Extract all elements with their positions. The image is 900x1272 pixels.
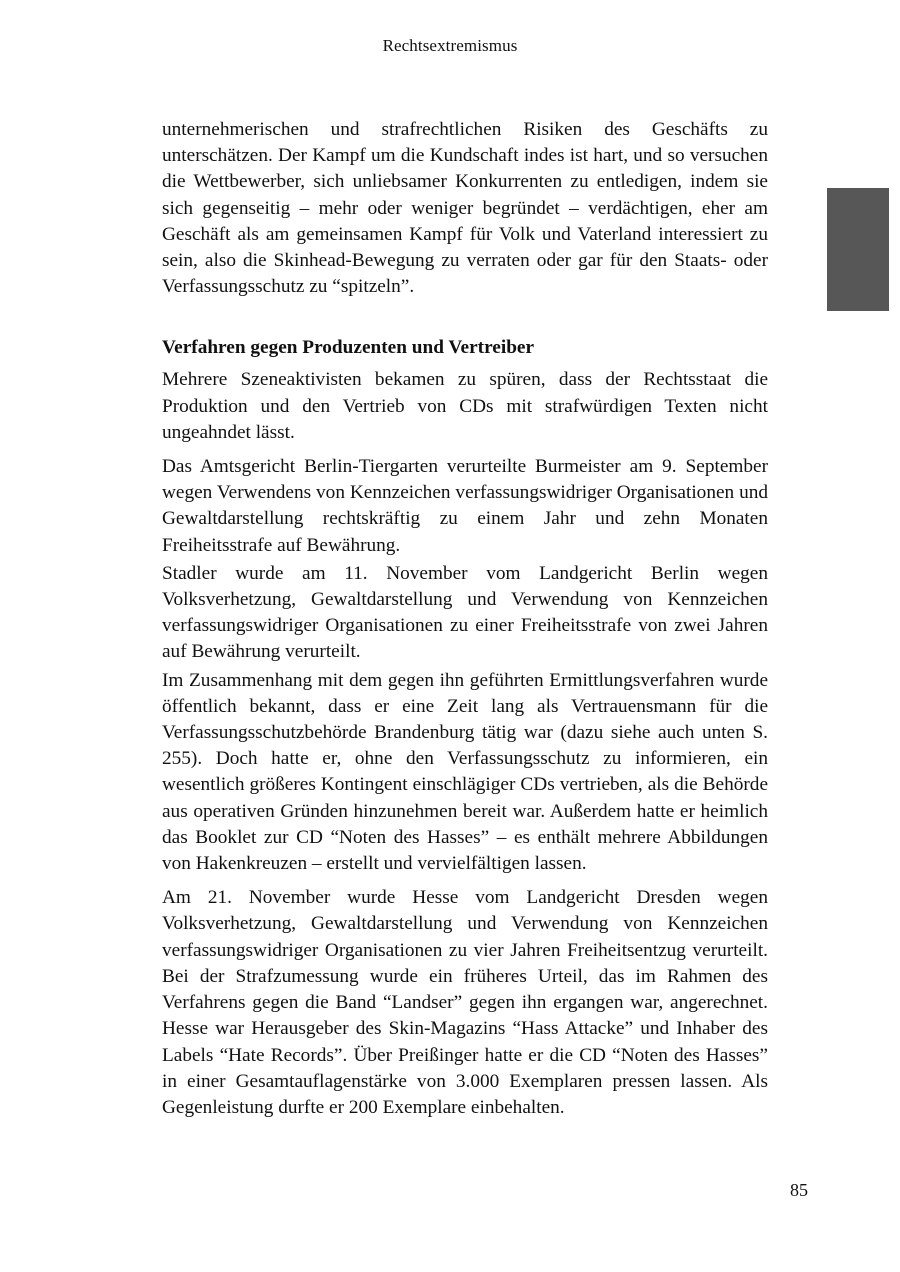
section-heading: Verfahren gegen Produzenten und Vertreiber [162, 337, 535, 359]
intro-paragraph: unternehmerischen und strafrechtlichen Risiken des Geschäfts zu unterschätzen. Der Kampf um die Kundschaft indes ist hart, und so versuchen die Wettbewerber, sich unliebsamer Konkurrenten zu entledigen, indem sie sich gegenseitig – mehr oder weniger begründet – verdächtigen, eher am Geschäft als am gemeinsamen Kampf für Volk und Vaterland interessiert zu sein, also die Skinhead-Bewegung zu verraten oder gar für den Staats- oder Verfassungsschutz zu “spitzeln”. [162, 119, 768, 298]
paragraph-3: Stadler wurde am 11. November vom Landgericht Berlin wegen Volksverhetzung, Gewaltdarstellung und Verwendung von Kennzeichen verfassungswidriger Organisationen zu einer Freiheitsstrafe von zwei Jahren auf Bewährung verurteilt. [162, 562, 768, 663]
paragraph-2: Das Amtsgericht Berlin-Tiergarten verurteilte Burmeister am 9. September wegen Verwendens von Kennzeichen verfassungswidriger Organisationen und Gewaltdarstellung rechtskräftig zu einem Jahr und zehn Monaten Freiheitsstrafe auf Bewährung. [162, 456, 768, 556]
page-number: 85 [790, 1180, 808, 1200]
paragraph-1: Mehrere Szeneaktivisten bekamen zu spüren, dass der Rechtsstaat die Produktion und den Vertrieb von CDs mit strafwürdigen Texten nicht ungeahndet lässt. [162, 369, 768, 443]
running-header: Rechtsextremismus [382, 36, 518, 55]
paragraph-5: Am 21. November wurde Hesse vom Landgericht Dresden wegen Volksverhetzung, Gewaltdarstellung und Verwendung von Kennzeichen verfassungswidriger Organisationen zu vier Jahren Freiheitsentzug verurteilt. Bei der Strafzumessung wurde ein früheres Urteil, das im Rahmen des Verfahrens gegen die Band “Landser” gegen ihn ergangen war, angerechnet. Hesse war Herausgeber des Skin-Magazins “Hass Attacke” und Inhaber des Labels “Hate Records”. Über Preißinger hatte er die CD “Noten des Hasses” in einer Gesamtauflagenstärke von 3.000 Exemplaren pressen lassen. Als Gegenleistung durfte er 200 Exemplare einbehalten. [162, 887, 768, 1118]
body-text [162, 117, 768, 1121]
paragraph-4: Im Zusammenhang mit dem gegen ihn geführten Ermittlungsverfahren wurde öffentlich bekannt, dass er eine Zeit lang als Vertrauensmann für die Verfassungsschutzbehörde Brandenburg tätig war (dazu siehe auch unten S. 255). Doch hatte er, ohne den Verfassungsschutz zu informieren, ein wesentlich größeres Kontingent einschlägiger CDs vertrieben, als die Behörde aus operativen Gründen hinzunehmen bereit war. Außerdem hatte er heimlich das Booklet zur CD “Noten des Hasses” – es enthält mehrere Abbildungen von Hakenkreuzen – erstellt und vervielfältigen lassen. [162, 669, 768, 875]
chapter-thumb-tab [827, 188, 889, 311]
